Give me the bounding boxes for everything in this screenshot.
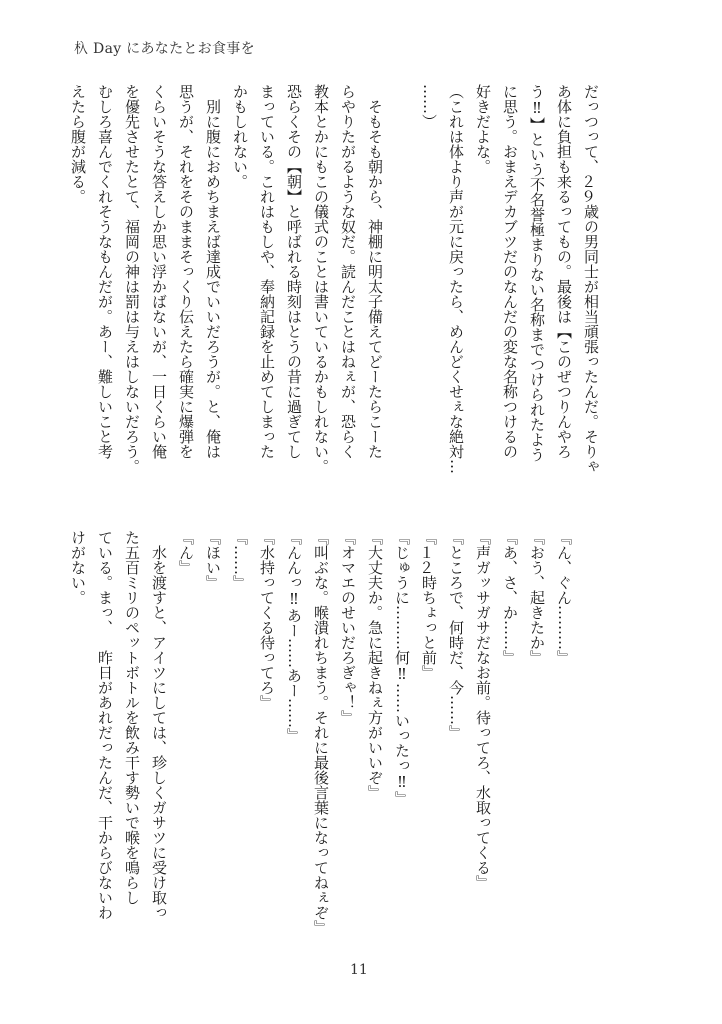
text-column: えたら腹が減る。: [69, 84, 87, 204]
text-column: 『じゅうに………何‼……いったっ‼』: [393, 530, 411, 806]
text-column: 『ん、ぐん………』: [555, 530, 573, 665]
text-column: に思う。おまえデカブツだのなんだの変な名称つけるの: [501, 84, 519, 459]
text-column: 別に腹におめちまえば達成でいいだろうが。と、俺は: [204, 84, 222, 459]
text-block-top: [64, 84, 604, 502]
text-column: 思うが、それをそのままそっくり伝えたら確実に爆弾を: [177, 84, 195, 459]
text-column: 好きだよな。: [474, 84, 492, 174]
text-column: 水を渡すと、アイツにしては、珍しくガサツに受け取っ: [150, 530, 168, 920]
text-column: むしろ喜んでくれそうなもんだが。あー、難しいこと考: [96, 84, 114, 459]
text-column: を優先させたとて、福岡の神は罰は与えはしないだろう。: [123, 84, 141, 474]
text-column: 『ん』: [177, 530, 195, 575]
text-column: 『あ、さ、か……』: [501, 530, 519, 665]
text-column: けがない。: [69, 530, 87, 605]
text-column: 『水持ってくる待ってろ』: [258, 530, 276, 710]
text-column: あ体に負担も来るってもの。最後は【このぜつりんやろ: [555, 84, 573, 459]
text-column: 『オマエのせいだろぎゃ！』: [339, 530, 357, 725]
text-column: そもそも朝から、神棚に明太子備えてどーたらこーた: [366, 84, 384, 459]
text-column: 『ほい』: [204, 530, 222, 590]
text-column: らやりたがるような奴だ。読んだことはねぇが、恐らく: [339, 84, 357, 459]
text-column: ……）: [420, 84, 438, 129]
text-column: かもしれない。: [231, 84, 249, 189]
text-column: 『おう、起きたか』: [528, 530, 546, 665]
text-column: ている。まっ、 昨日があれだったんだ、干からびないわ: [96, 530, 114, 920]
text-column: 『１２時ちょっと前』: [420, 530, 438, 680]
text-column: 教本とかにもこの儀式のことは書いているかもしれない。: [312, 84, 330, 474]
text-column: 恐らくその【朝】と呼ばれる時刻はとうの昔に過ぎてし: [285, 84, 303, 459]
text-column: う‼】という不名誉極まりない名称までつけられたよう: [528, 84, 546, 462]
text-column: 『んんっ‼あー……あー……』: [285, 530, 303, 743]
text-column: 『ところで、何時だ、今……』: [447, 530, 465, 740]
text-column: 『声ガッサガサだなお前。待ってろ、水取ってくる』: [474, 530, 492, 890]
text-column: [388, 84, 415, 502]
text-block-bottom: [64, 530, 577, 948]
running-header: 杁 Day にあなたとお食事を: [74, 41, 255, 57]
text-column: くらいそうな答えしか思い浮かばないが、一日くらい俺: [150, 84, 168, 459]
text-column: だっつって、２９歳の男同士が相当頑張ったんだ。そりゃ: [582, 84, 600, 474]
text-column: た五百ミリのペットボトルを飲み干す勢いで喉を鳴らし: [123, 530, 141, 905]
page-number: 11: [350, 962, 368, 978]
text-column: 『叫ぶな。喉潰れちまう。それに最後言葉になってねぇぞ』: [312, 530, 330, 935]
text-column: まっている。これはもしや、奉納記録を止めてしまった: [258, 84, 276, 459]
text-column: （これは体より声が元に戻ったら、めんどくせぇな絶対…: [447, 84, 465, 474]
text-column: 『大丈夫か。急に起きねぇ方がいいぞ』: [366, 530, 384, 800]
text-column: 『……』: [231, 530, 249, 590]
